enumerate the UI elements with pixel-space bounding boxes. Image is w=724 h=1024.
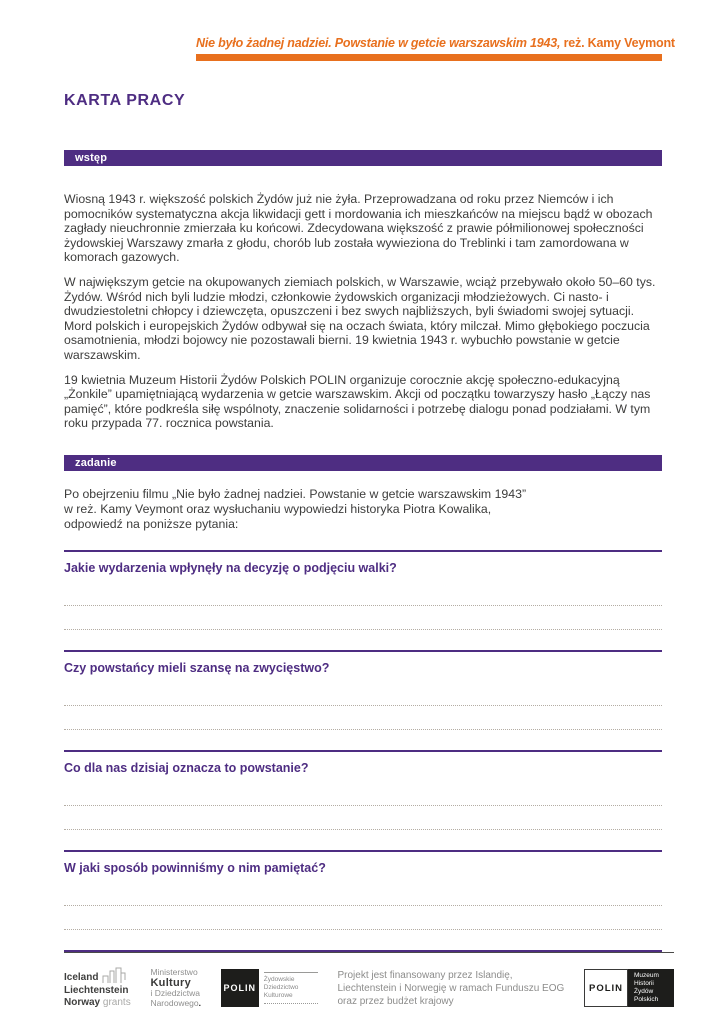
polin-museum-text — [628, 969, 674, 1007]
question-rule — [64, 750, 662, 752]
question-rule — [64, 550, 662, 552]
question-block — [64, 760, 662, 850]
question-label: Czy powstańcy mieli szansę na zwycięstwo? — [64, 660, 330, 675]
polin-heritage-text — [264, 972, 318, 1004]
eea-grants-line2: Liechtenstein — [64, 984, 129, 996]
ministry-line2: Kultury — [150, 977, 192, 990]
polin-wordmark: POLIN — [221, 969, 259, 1007]
answer-line — [64, 829, 662, 830]
intro-paragraph: Wiosną 1943 r. większość polskich Żydów już nie żyła. Przeprowadzana od roku przez Niemców i ich pomocników systematyczna akcja likwidacji gett i mordowania ich mieszkańców na miejscu bądź w obozach zagłady nieuchronnie zmierzała ku końcowi. Zdecydowana większość z prawie półmilionowej społeczności żydowskiej Warszawy zmarła z głodu, chorób lub została wywieziona do Treblinki i tam zamordowana w komorach gazowych. — [64, 192, 653, 265]
ministry-line1: Ministerstwo — [150, 966, 198, 977]
intro-paragraph: W największym getcie na okupowanych ziemiach polskich, w Warszawie, wciąż przebywało około 50–60 tys. Żydów. Wśród nich byli ludzie młodzi, członkowie żydowskich organizacji młodzieżowych. Ci nasto- i dwudziestoletni chłopcy i dziewczęta, opuszczeni i bez swych najbliższych, byli świadomi swojej sytuacji. Mord polskich i europejskich Żydów odbywał się na oczach świata, który milczał. Mimo głębokiego poczucia osamotnienia, młodzi bojowcy nie pozostawali bierni. 19 kwietnia 1943 r. wybuchło powstanie w getcie warszawskim. — [64, 274, 656, 362]
footer — [64, 952, 674, 1012]
eea-grants-line1: Iceland — [64, 972, 99, 983]
heritage-line1: Żydowskie — [263, 976, 295, 983]
question-label: W jaki sposób powinniśmy o nim pamiętać? — [64, 860, 326, 875]
intro-section — [64, 192, 662, 431]
ministry-culture-logo — [150, 968, 201, 1009]
funding-note — [337, 969, 564, 1008]
section-label-zadanie: zadanie — [75, 456, 117, 469]
question-label: Co dla nas dzisiaj oznacza to powstanie? — [64, 760, 309, 775]
answer-line — [64, 929, 662, 930]
film-title-main: Nie było żadnej nadziei. Powstanie w getcie warszawskim 1943, — [196, 36, 561, 50]
museum-line3: Żydów — [634, 988, 654, 995]
page-title: KARTA PRACY — [64, 92, 186, 109]
polin-museum-logo — [584, 969, 674, 1007]
funding-line: oraz przez budżet krajowy — [337, 995, 454, 1007]
answer-line — [64, 605, 662, 606]
museum-line4: Polskich — [634, 996, 659, 1003]
section-label-wstep: wstęp — [75, 152, 108, 164]
task-instruction-line: odpowiedź na poniższe pytania: — [64, 516, 239, 531]
question-block — [64, 560, 662, 650]
task-instruction-line: w reż. Kamy Veymont oraz wysłuchaniu wypowiedzi historyka Piotra Kowalika, — [64, 501, 492, 516]
museum-line2: Historii — [634, 980, 654, 987]
museum-line1: Muzeum — [634, 972, 659, 979]
question-label: Jakie wydarzenia wpłynęły na decyzję o podjęciu walki? — [64, 560, 397, 575]
ministry-line3: i Dziedzictwa — [150, 988, 201, 999]
intro-paragraph: 19 kwietnia Muzeum Historii Żydów Polskich POLIN organizuje corocznie akcję społeczno-edukacyjną „Żonkile” upamiętniającą wydarzenia w getcie warszawskim. Akcji od początku towarzyszy hasło „Łączy nas pamięć”, które podkreśla siłę wspólnoty, znaczenie solidarności i potrzebę dialogu ponad podziałami. W tym roku przypada 77. rocznica powstania. — [64, 372, 651, 431]
answer-line — [64, 629, 662, 630]
question-block — [64, 660, 662, 750]
answer-line — [64, 805, 662, 806]
question-rule — [64, 850, 662, 852]
task-instructions — [64, 487, 662, 532]
eea-grants-mark-icon — [101, 967, 127, 985]
heritage-line3: Kulturowe — [263, 992, 293, 999]
question-block — [64, 860, 662, 950]
funding-line: Projekt jest finansowany przez Islandię, — [337, 969, 513, 981]
answer-line — [64, 729, 662, 730]
eea-grants-logo — [64, 967, 131, 1010]
heritage-line2: Dziedzictwo — [263, 984, 299, 991]
footer-logo-row — [64, 964, 674, 1012]
task-instruction-line: Po obejrzeniu filmu „Nie było żadnej nadziei. Powstanie w getcie warszawskim 1943” — [64, 486, 527, 501]
question-rule — [64, 650, 662, 652]
funding-line: Liechtenstein i Norwegię w ramach Funduszu EOG — [337, 982, 565, 994]
polin-heritage-logo — [221, 969, 318, 1007]
answer-line — [64, 905, 662, 906]
section-header-zadanie — [64, 455, 662, 471]
polin-museum-wordmark: POLIN — [584, 969, 628, 1007]
ministry-line4-dot: . — [198, 997, 202, 1008]
eea-grants-suffix: grants — [100, 997, 131, 1008]
ministry-line4: Narodowego — [150, 997, 199, 1008]
worksheet-content — [64, 0, 662, 952]
questions-section — [64, 550, 662, 952]
section-header-wstep — [64, 150, 662, 166]
answer-line — [64, 705, 662, 706]
film-title-director: reż. Kamy Veymont — [560, 36, 675, 50]
eea-grants-line3: Norway — [64, 997, 101, 1008]
